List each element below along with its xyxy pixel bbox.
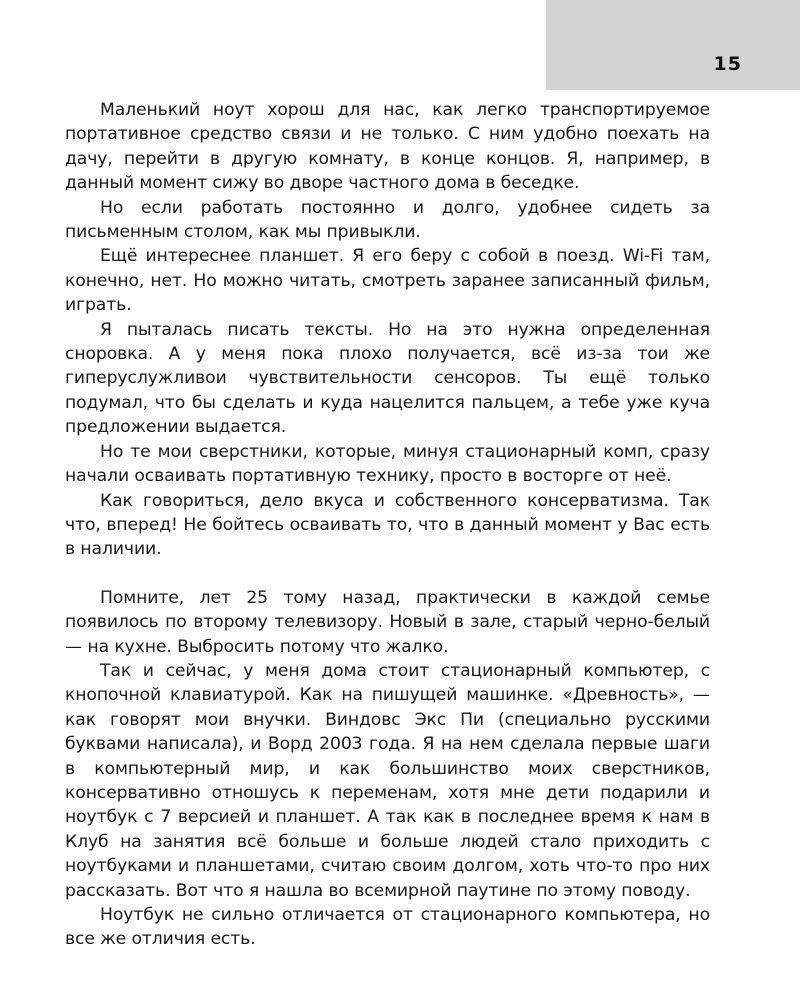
section-break	[65, 562, 710, 586]
paragraph-desk-work: Но если работать постоянно и долго, удобнее сидеть за письменным столом, как мы привыкли.	[65, 197, 710, 243]
page-number-tab	[546, 0, 800, 90]
page-body	[65, 98, 710, 952]
paragraph-laptop-differences: Ноутбук не сильно отличается от стационарного компьютера, но все же отличия есть.	[65, 905, 710, 950]
paragraph-desktop-computer: Так и сейчас, у меня дома стоит стационарный компьютер, с кнопочной клавиатурой. Как на пишущей машинке. «Древность», — как говорят мои внучки. Виндовс Экс Пи (специально русскими буквами написала), и Ворд 2003 года. Я на нем сделала первые шаги в компьютерный мир, и как большинство моих сверстников, консервативно отношусь к переменам, хотя мне дети подарили и ноутбук с 7 версией и планшет. А так как в последнее время к нам в Клуб на занятия всё больше и больше людей стало приходить с ноутбуками и планшетами, считаю своим долгом, хоть что-то про них рассказать. Вот что я нашла во всемирной паутине по этому поводу.	[65, 660, 710, 901]
paragraph-small-laptop: Маленький ноут хорош для нас, как легко транспортируемое портативное средство связи и не только. С ним удобно поехать на дачу, перейти в другую комнату, в конце концов. Я, например, в данный момент сижу во дворе частного дома в беседке.	[65, 100, 710, 194]
paragraph-taste: Как говориться, дело вкуса и собственного консерватизма. Так что, вперед! Не бойтесь осваивать то, что в данный момент у Вас есть в наличии.	[65, 490, 710, 560]
paragraph-televisions: Помните, лет 25 тому назад, практически в каждой семье появилось по второму телевизору. Новый в зале, старый черно-белый — на кухне. Выбросить потому что жалко.	[65, 587, 710, 657]
paragraph-typing-texts: Я пыталась писать тексты. Но на это нужна определенная сноровка. А у меня пока плохо получается, всё из-за тои же гиперуслужливои чувствительности сенсоров. Ты ещё только подумал, что бы сделать и куда нацелится пальцем, а тебе уже куча предложении выдается.	[65, 319, 710, 438]
page-number: 15	[713, 53, 742, 75]
paragraph-tablet: Ещё интереснее планшет. Я его беру с собой в поезд. Wi-Fi там, конечно, нет. Но можно читать, смотреть заранее записанный фильм, играть.	[65, 246, 710, 316]
paragraph-peers: Но те мои сверстники, которые, минуя стационарный комп, сразу начали осваивать портативную технику, просто в восторге от неё.	[65, 441, 710, 487]
